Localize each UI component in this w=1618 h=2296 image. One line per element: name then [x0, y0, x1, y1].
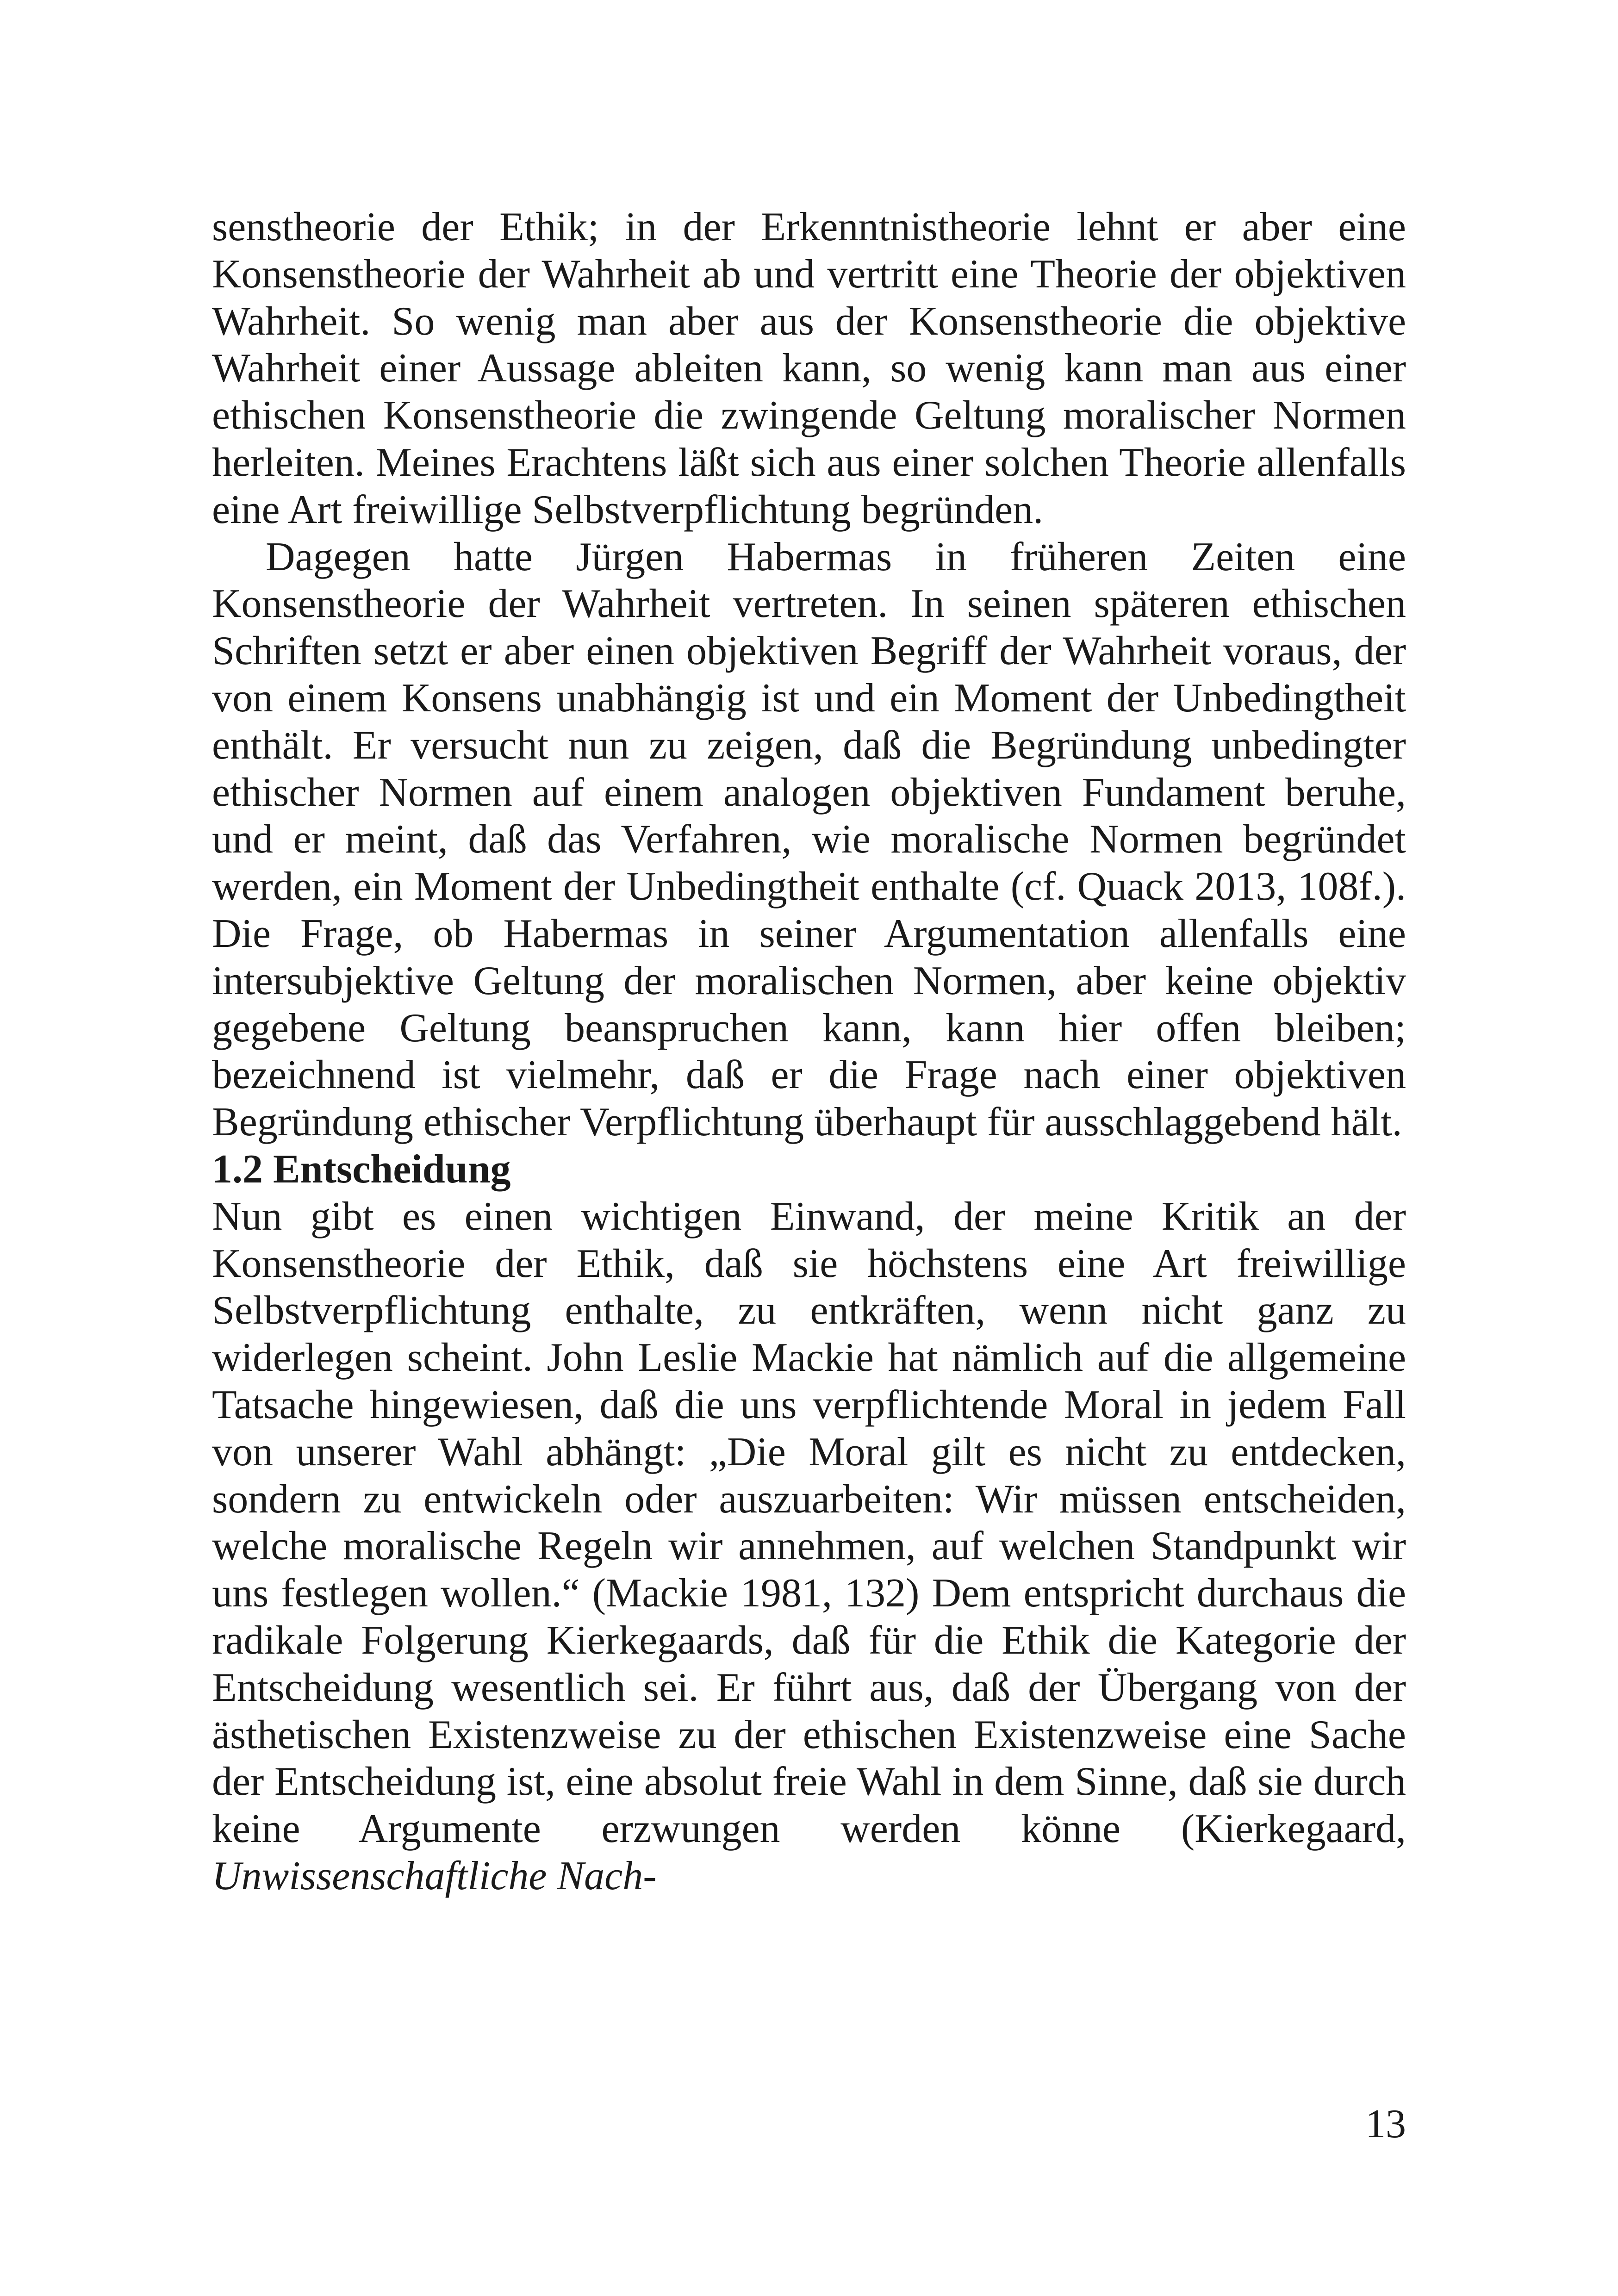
paragraph-3-text: Nun gibt es einen wichtigen Einwand, der meine Kritik an der Konsenstheorie der Ethik, daß sie höchstens eine Art freiwillige Selbstverpflichtung enthalte, zu entkräften, wenn nicht ganz zu widerlegen scheint. John Leslie Mackie hat nämlich auf die allgemeine Tatsache hingewiesen, daß die uns verpflichtende Moral in jedem Fall von unserer Wahl abhängt: „Die Moral gilt es nicht zu entdecken, sondern zu entwickeln oder auszuarbeiten: Wir müssen entscheiden, welche moralische Regeln wir annehmen, auf welchen Standpunkt wir uns festlegen wollen.“ (Mackie 1981, 132) Dem entspricht durchaus die radikale Folgerung Kierkegaards, daß für die Ethik die Kategorie der Entscheidung wesentlich sei. Er führt aus, daß der Übergang von der ästhetischen Existenzweise zu der ethischen Existenzweise eine Sache der Entscheidung ist, eine absolut freie Wahl in dem Sinne, daß sie durch keine Argumente erzwungen werden könne (Kierkegaard,: [212, 1194, 1406, 1852]
body-text: [212, 204, 1406, 1900]
paragraph-1: senstheorie der Ethik; in der Erkenntnistheorie lehnt er aber eine Konsenstheorie der Wahrheit ab und vertritt eine Theorie der objektiven Wahrheit. So wenig man aber aus der Konsenstheorie die objektive Wahrheit einer Aussage ableiten kann, so wenig kann man aus einer ethischen Konsenstheorie die zwingende Geltung moralischer Normen herleiten. Meines Erachtens läßt sich aus einer solchen Theorie allenfalls eine Art freiwillige Selbstverpflichtung begründen.: [212, 205, 1406, 532]
paragraph-2: Dagegen hatte Jürgen Habermas in früheren Zeiten eine Konsenstheorie der Wahrheit vertreten. In seinen späteren ethischen Schriften setzt er aber einen objektiven Begriff der Wahrheit voraus, der von einem Konsens unabhängig ist und ein Moment der Unbedingtheit enthält. Er versucht nun zu zeigen, daß die Begründung unbedingter ethischer Normen auf einem analogen objektiven Fundament beruhe, und er meint, daß das Verfahren, wie moralische Normen begründet werden, ein Moment der Unbedingtheit enthalte (cf. Quack 2013, 108f.). Die Frage, ob Habermas in seiner Argumentation allenfalls eine intersubjektive Geltung der moralischen Normen, aber keine objektiv gegebene Geltung beanspruchen kann, kann hier offen bleiben; bezeichnend ist vielmehr, daß er die Frage nach einer objektiven Begründung ethischer Verpflichtung überhaupt für ausschlaggebend hält.: [212, 534, 1406, 1145]
paragraph-3: [212, 1193, 1406, 1900]
page-number: 13: [1365, 2102, 1406, 2147]
paragraph-3-italic-title: Unwissenschaftliche Nach-: [212, 1853, 657, 1898]
section-heading: 1.2 Entscheidung: [212, 1146, 511, 1192]
